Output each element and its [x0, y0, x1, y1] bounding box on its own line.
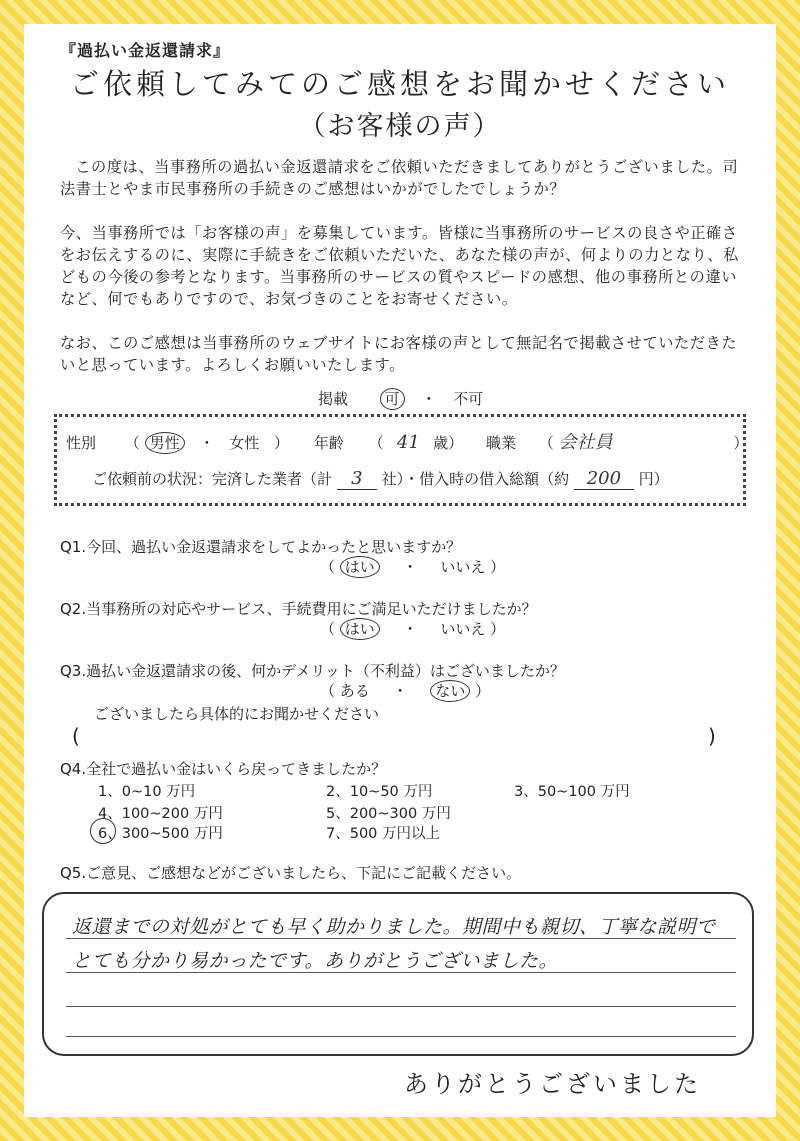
- intro-paragraph-2: 今、当事務所では「お客様の声」を募集しています。皆様に当事務所のサービスの良さや正確さをお伝えするのに、実際に手続きをご依頼いただいた、あなた様の声が、何よりの力となり、私どもの今後の参考となります。当事務所のサービスの質やスピードの感想、他の事務所との違いなど、何でもありですので、お気づきのことをお寄せください。: [60, 224, 739, 308]
- publish-yes-selected: 可: [380, 388, 405, 410]
- q4-option-5: 5、200~300 万円: [326, 806, 451, 822]
- answer-3: （ ある ・ ない ）: [320, 682, 491, 700]
- q4-option-2: 2、10~50 万円: [326, 784, 433, 800]
- answer-2: （ はい ・ いいえ ）: [320, 620, 506, 638]
- answer-3-yes: ある: [339, 682, 370, 700]
- answer-1-no: いいえ: [440, 558, 486, 576]
- q4-option-6-selected: 6、300~500 万円: [98, 826, 223, 842]
- question-5: Q5.ご意見、ご感想などがございましたら、下記にご記載ください。: [60, 864, 522, 882]
- answer-1-yes-selected: はい: [340, 556, 380, 578]
- followup-close-paren: ): [708, 724, 716, 748]
- intro-paragraph-3: なお、このご感想は当事務所のウェブサイトにお客様の声として無記名で掲載させていただきたいと思っています。よろしくお願いいたします。: [60, 334, 738, 374]
- gender-female: 女性: [229, 434, 260, 452]
- q4-option-7: 7、500 万円以上: [326, 826, 441, 842]
- publish-consent: 掲載 可 ・ 不可: [318, 390, 484, 408]
- companies-value: 3: [337, 468, 377, 490]
- publish-no: 不可: [453, 390, 484, 408]
- job-label: 職業: [485, 434, 516, 452]
- answer-3-no-selected: ない: [430, 680, 470, 702]
- comment-line-3: [66, 1006, 736, 1007]
- followup-open-paren: (: [72, 724, 80, 748]
- page-subtitle: （お客様の声）: [298, 111, 502, 142]
- age-unit: 歳: [433, 434, 449, 452]
- q4-option-3: 3、50~100 万円: [514, 784, 630, 800]
- q4-option-4: 4、100~200 万円: [98, 806, 223, 822]
- question-3-followup: ございましたら具体的にお聞かせください: [94, 705, 380, 723]
- form-subtitle: 『過払い金返還請求』: [60, 41, 231, 60]
- question-1: Q1.今回、過払い金返還請求をしてよかったと思いますか？: [60, 538, 462, 556]
- status-prefix: ご依頼前の状況：完済した業者（計: [92, 470, 333, 488]
- answer-2-no: いいえ: [440, 620, 486, 638]
- profile-row-2: [92, 468, 669, 490]
- thanks-message: ありがとうございました: [404, 1070, 701, 1098]
- q4-option-1: 1、0~10 万円: [98, 784, 196, 800]
- question-2: Q2.当事務所の対応やサービス、手続費用にご満足いただけましたか？: [60, 600, 537, 618]
- answer-2-yes-selected: はい: [340, 618, 380, 640]
- question-4: Q4.全社で過払い金はいくら戻ってきましたか？: [60, 760, 387, 778]
- gender-label: 性別: [66, 434, 97, 452]
- status-suffix: 円）: [638, 470, 669, 488]
- question-3: Q3.過払い金返還請求の後、何かデメリット（不利益）はございましたか？: [60, 662, 565, 680]
- amount-value: 200: [574, 468, 634, 490]
- status-mid: 社）・借入時の借入総額（約: [381, 470, 570, 488]
- job-value: 会社員: [558, 432, 613, 453]
- comment-text-1: 返還までの対処がとても早く助かりました。期間中も親切、丁寧な説明で: [72, 916, 716, 938]
- comment-line-4: [66, 1036, 736, 1037]
- gender-male-selected: 男性: [145, 432, 185, 454]
- intro-paragraph-1: この度は、当事務所の過払い金返還請求をご依頼いただきましてありがとうございました。司法書士とやま市民事務所の手続きのご感想はいかがでしたでしょうか？: [60, 158, 739, 198]
- page-title: ご依頼してみてのご感想をお聞かせください: [69, 67, 730, 101]
- age-label: 年齢: [313, 434, 344, 452]
- publish-label: 掲載: [318, 390, 349, 408]
- profile-row-1: 性別 （ 男性 ・ 女性 ） 年齢 （ 41 歳） 職業 （ 会社員 ）: [66, 428, 748, 454]
- age-value: 41: [396, 432, 420, 453]
- answer-1: （ はい ・ いいえ ）: [320, 558, 506, 576]
- comment-text-2: とても分かり易かったです。ありがとうございました。: [72, 950, 558, 972]
